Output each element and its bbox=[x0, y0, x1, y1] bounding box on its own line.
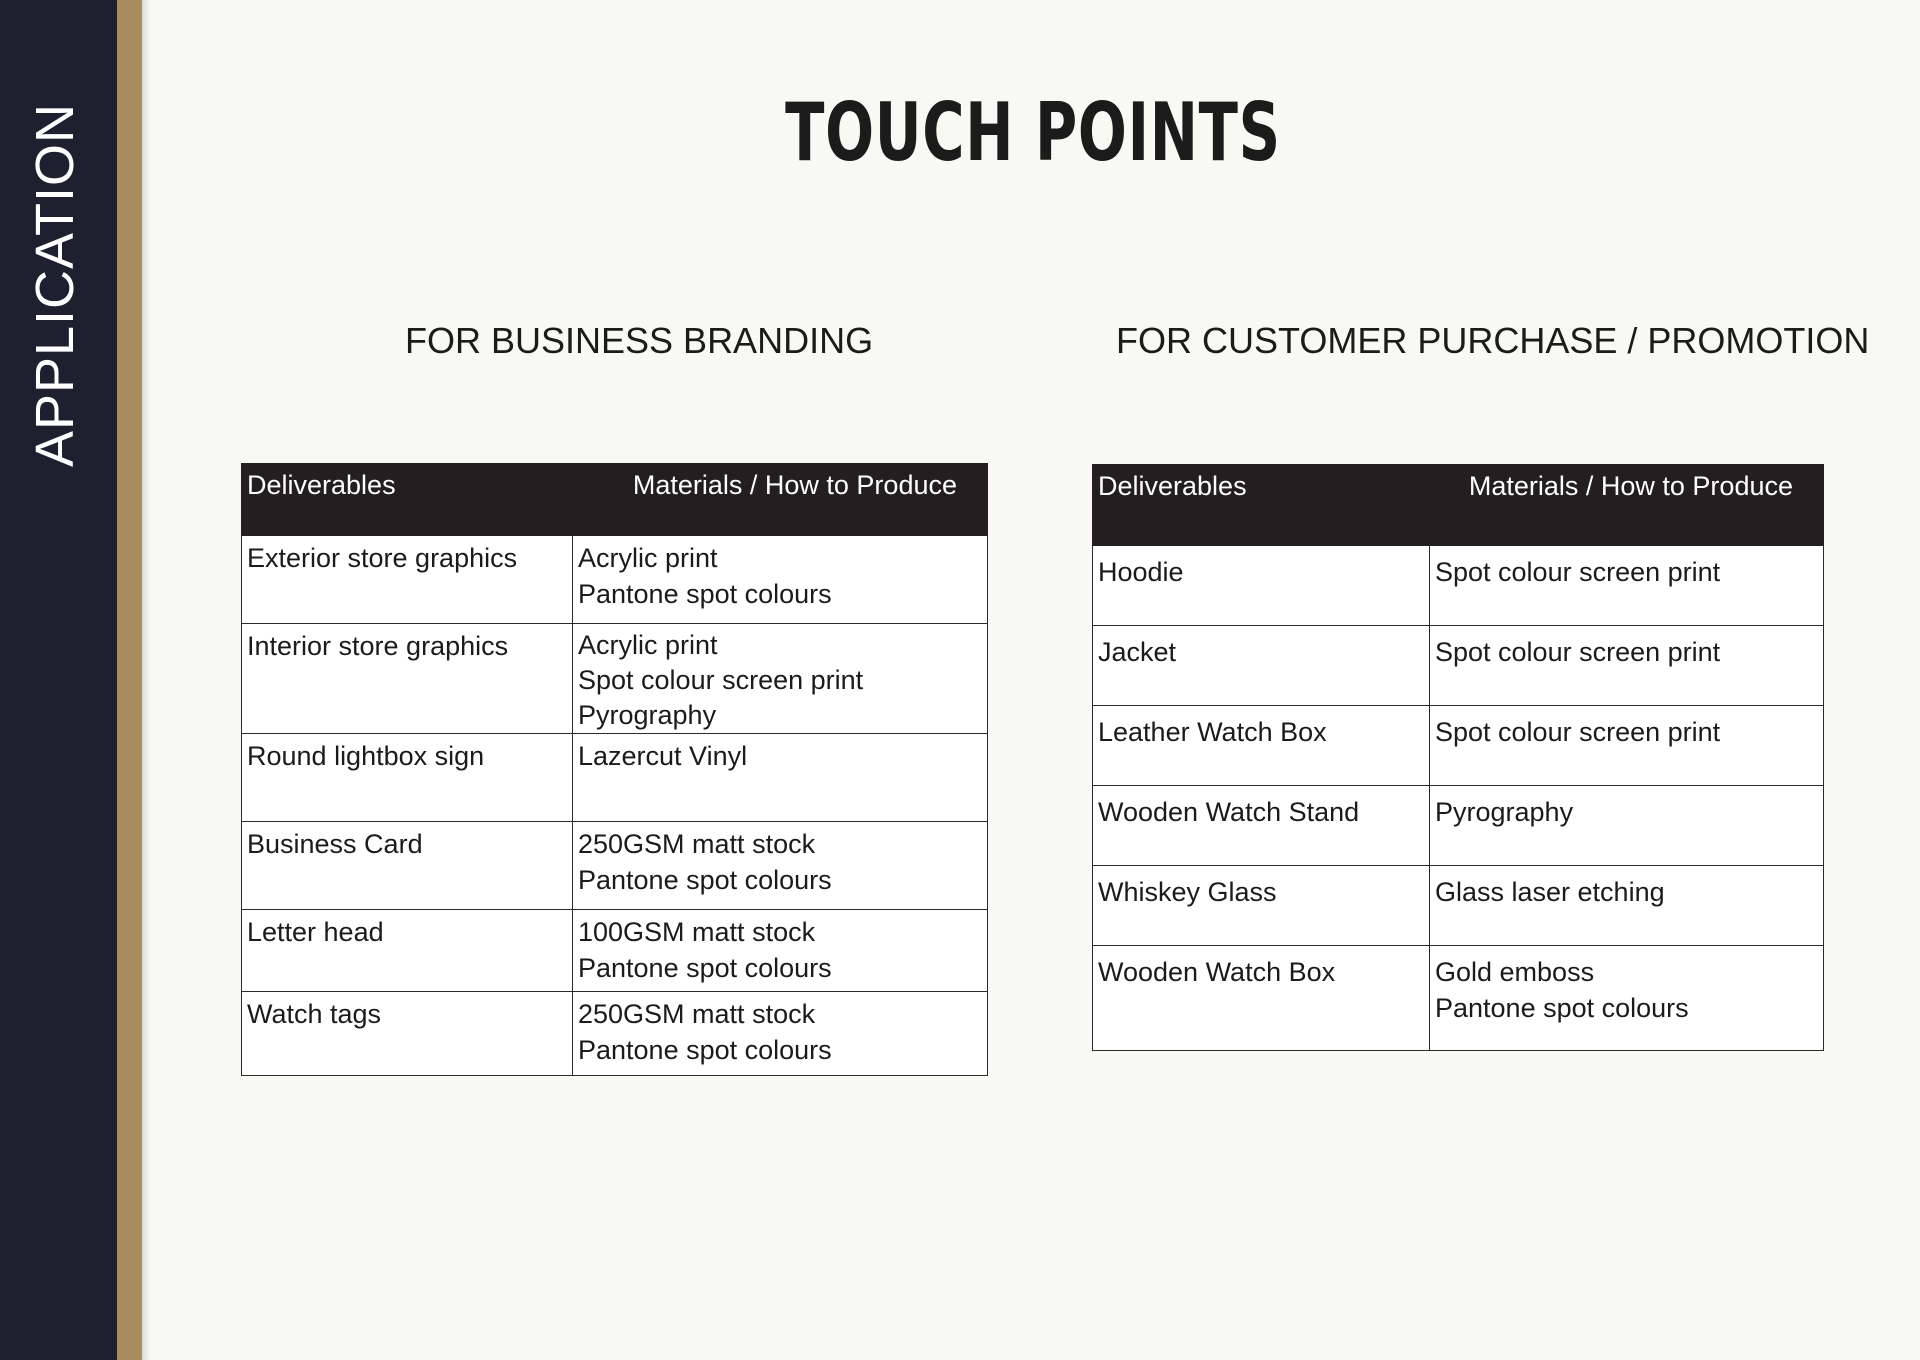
deliverable-cell: Round lightbox sign bbox=[242, 734, 573, 822]
materials-cell bbox=[1430, 866, 1824, 946]
deliverable-cell: Exterior store graphics bbox=[242, 536, 573, 624]
table-row bbox=[242, 624, 988, 734]
table-row bbox=[242, 910, 988, 992]
material-line: 250GSM matt stock bbox=[578, 999, 816, 1029]
sidebar-accent-stripe bbox=[117, 0, 142, 1360]
deliverable-cell: Leather Watch Box bbox=[1093, 706, 1430, 786]
column-header-deliverables: Deliverables bbox=[1093, 465, 1430, 546]
material-line: Acrylic print bbox=[578, 630, 718, 660]
materials-cell bbox=[1430, 946, 1824, 1051]
table-header-row bbox=[242, 464, 988, 536]
table-row bbox=[1093, 546, 1824, 626]
materials-cell bbox=[573, 536, 988, 624]
table-row bbox=[1093, 786, 1824, 866]
business-branding-heading: FOR BUSINESS BRANDING bbox=[405, 320, 874, 361]
table-header-row bbox=[1093, 465, 1824, 546]
table-row bbox=[1093, 946, 1824, 1051]
table-row bbox=[242, 734, 988, 822]
table-row bbox=[1093, 626, 1824, 706]
material-line: Spot colour screen print bbox=[1435, 637, 1721, 667]
column-header-deliverables: Deliverables bbox=[242, 464, 573, 536]
material-line: Pantone spot colours bbox=[1435, 993, 1689, 1023]
deliverable-cell: Letter head bbox=[242, 910, 573, 992]
material-line: 100GSM matt stock bbox=[578, 917, 816, 947]
material-line: Pyrography bbox=[1435, 797, 1574, 827]
material-line: Spot colour screen print bbox=[578, 665, 864, 695]
material-line: Gold emboss bbox=[1435, 957, 1595, 987]
material-line: Pantone spot colours bbox=[578, 953, 832, 983]
deliverable-cell: Business Card bbox=[242, 822, 573, 910]
table-row bbox=[242, 536, 988, 624]
column-header-materials: Materials / How to Produce bbox=[1430, 465, 1824, 546]
material-line: Pantone spot colours bbox=[578, 865, 832, 895]
deliverable-cell: Hoodie bbox=[1093, 546, 1430, 626]
material-line: Lazercut Vinyl bbox=[578, 741, 748, 771]
materials-cell bbox=[1430, 706, 1824, 786]
materials-cell bbox=[573, 822, 988, 910]
deliverable-cell: Wooden Watch Box bbox=[1093, 946, 1430, 1051]
business-branding-table bbox=[241, 463, 988, 1076]
deliverable-cell: Interior store graphics bbox=[242, 624, 573, 734]
customer-purchase-heading: FOR CUSTOMER PURCHASE / PROMOTION bbox=[1116, 320, 1870, 361]
material-line: 250GSM matt stock bbox=[578, 829, 816, 859]
materials-cell bbox=[1430, 786, 1824, 866]
materials-cell bbox=[573, 624, 988, 734]
page-title: TOUCH POINTS bbox=[785, 86, 1281, 179]
deliverable-cell: Wooden Watch Stand bbox=[1093, 786, 1430, 866]
materials-cell bbox=[1430, 546, 1824, 626]
deliverable-cell: Whiskey Glass bbox=[1093, 866, 1430, 946]
sidebar-section-label: APPLICATION bbox=[25, 102, 85, 468]
material-line: Spot colour screen print bbox=[1435, 717, 1721, 747]
column-header-materials: Materials / How to Produce bbox=[573, 464, 988, 536]
material-line: Glass laser etching bbox=[1435, 877, 1665, 907]
table-row bbox=[242, 992, 988, 1076]
sidebar-shadow bbox=[142, 0, 150, 1360]
material-line: Pyrography bbox=[578, 700, 717, 730]
table-row bbox=[1093, 866, 1824, 946]
materials-cell bbox=[573, 734, 988, 822]
table-row bbox=[242, 822, 988, 910]
deliverable-cell: Watch tags bbox=[242, 992, 573, 1076]
material-line: Spot colour screen print bbox=[1435, 557, 1721, 587]
deliverable-cell: Jacket bbox=[1093, 626, 1430, 706]
material-line: Pantone spot colours bbox=[578, 1035, 832, 1065]
materials-cell bbox=[573, 910, 988, 992]
table-row bbox=[1093, 706, 1824, 786]
materials-cell bbox=[1430, 626, 1824, 706]
customer-purchase-table bbox=[1092, 464, 1824, 1051]
materials-cell bbox=[573, 992, 988, 1076]
material-line: Acrylic print bbox=[578, 543, 718, 573]
material-line: Pantone spot colours bbox=[578, 579, 832, 609]
